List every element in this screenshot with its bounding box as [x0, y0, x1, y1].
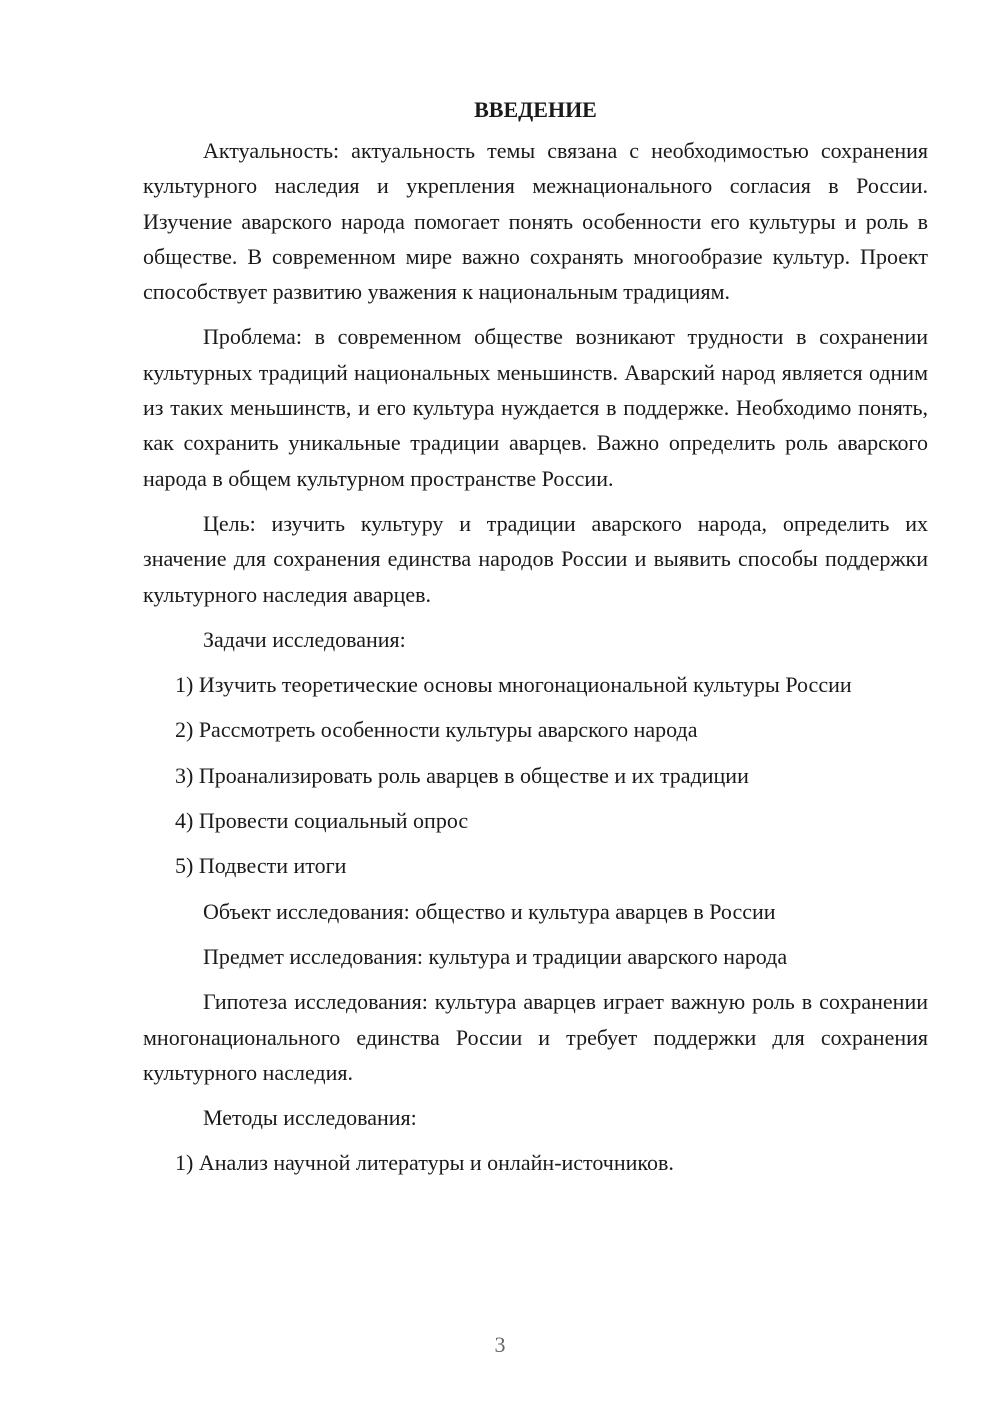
relevance-paragraph: Актуальность: актуальность темы связана с необходимостью сохранения культурного наследия и укрепления межнационального согласия в России. Изучение аварского народа помогает понять особенности его культуры и роль в обществе. В современном мире важно сохранять многообразие культур. Проект способствует развитию уважения к национальным традициям. — [143, 138, 928, 305]
page-title: ВВЕДЕНИЕ — [474, 97, 597, 122]
problem-paragraph: Проблема: в современном обществе возникают трудности в сохранении культурных традиций национальных меньшинств. Аварский народ является одним из таких меньшинств, и его культура нуждается в поддержке. Необходимо понять, как сохранить уникальные традиции аварцев. Важно определить роль аварского народа в общем культурном пространстве России. — [143, 324, 928, 491]
page-number: 3 — [494, 1332, 506, 1357]
method-item: 1) Анализ научной литературы и онлайн-источников. — [175, 1150, 674, 1176]
task-item: 2) Рассмотреть особенности культуры аварского народа — [175, 717, 698, 743]
task-item: 3) Проанализировать роль аварцев в обществе и их традиции — [175, 762, 749, 788]
methods-heading: Методы исследования: — [203, 1105, 417, 1131]
task-item: 1) Изучить теоретические основы многонациональной культуры России — [175, 672, 852, 698]
tasks-heading: Задачи исследования: — [203, 626, 406, 652]
research-object: Объект исследования: общество и культура аварцев в России — [203, 898, 776, 924]
task-item: 5) Подвести итоги — [175, 853, 347, 879]
document-page — [143, 92, 928, 1191]
research-hypothesis: Гипотеза исследования: культура аварцев играет важную роль в сохранении многонационального единства России и требует поддержки для сохранения культурного наследия. — [143, 989, 928, 1085]
research-subject: Предмет исследования: культура и традиции аварского народа — [203, 943, 788, 969]
goal-paragraph: Цель: изучить культуру и традиции аварского народа, определить их значение для сохранения единства народов России и выявить способы поддержки культурного наследия аварцев. — [143, 510, 928, 607]
task-item: 4) Провести социальный опрос — [175, 808, 469, 834]
